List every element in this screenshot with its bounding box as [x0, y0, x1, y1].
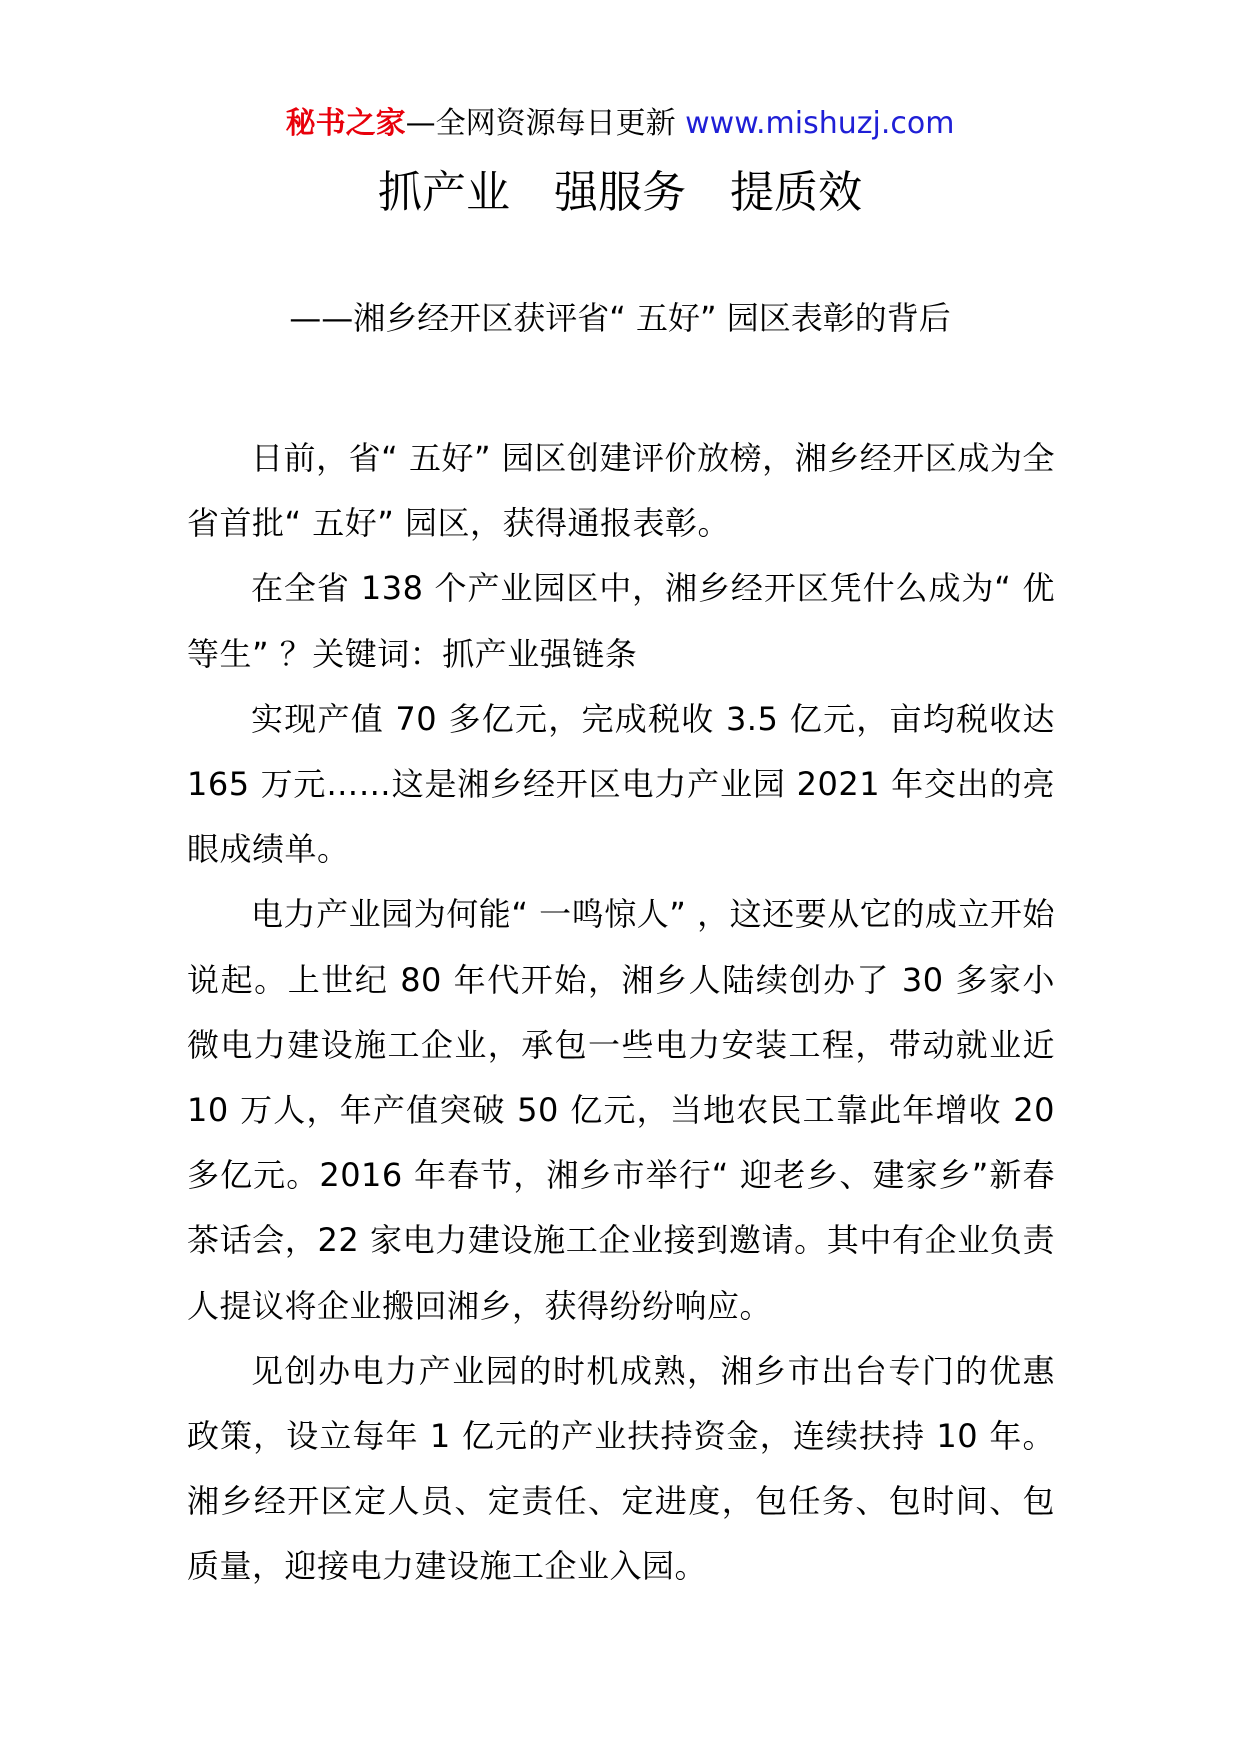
document-body [187, 426, 1055, 1600]
paragraph-3: 实现产值 70 多亿元，完成税收 3.5 亿元，亩均税收达 165 万元……这是湘乡经开区电力产业园 2021 年交出的亮眼成绩单。 [187, 699, 1055, 869]
paragraph-1: 日前，省“ 五好” 园区创建评价放榜，湘乡经开区成为全省首批“ 五好” 园区，获得通报表彰。 [187, 439, 1055, 543]
header-tagline: —全网资源每日更新 [405, 106, 676, 141]
title-part-1: 抓产业 [378, 167, 510, 218]
site-url-link[interactable]: www.mishuzj.com [685, 106, 955, 141]
brand-name: 秘书之家 [285, 106, 406, 141]
document-title [0, 165, 1240, 221]
paragraph-2: 在全省 138 个产业园区中，湘乡经开区凭什么成为“ 优等生” ？关键词：抓产业强链条 [187, 569, 1055, 673]
title-part-2: 强服务 [554, 167, 686, 218]
title-part-3: 提质效 [730, 167, 862, 218]
document-subtitle: ——湘乡经开区获评省“ 五好” 园区表彰的背后 [289, 299, 951, 337]
paragraph-4: 电力产业园为何能“ 一鸣惊人” ，这还要从它的成立开始说起。上世纪 80 年代开始，湘乡人陆续创办了 30 多家小微电力建设施工企业，承包一些电力安装工程，带动就业近 10 万人，年产值突破 50 亿元，当地农民工靠此年增收 20 多亿元。2016 年春节，湘乡市举行“ 迎老乡、建家乡”新春茶话会，22 家电力建设施工企业接到邀请。其中有企业负责人提议将企业搬回湘乡，获得纷纷响应。 [187, 895, 1055, 1325]
site-header [0, 104, 1240, 144]
paragraph-5: 见创办电力产业园的时机成熟，湘乡市出台专门的优惠政策，设立每年 1 亿元的产业扶持资金，连续扶持 10 年。湘乡经开区定人员、定责任、定进度，包任务、包时间、包质量，迎接电力建设施工企业入园。 [187, 1351, 1055, 1586]
